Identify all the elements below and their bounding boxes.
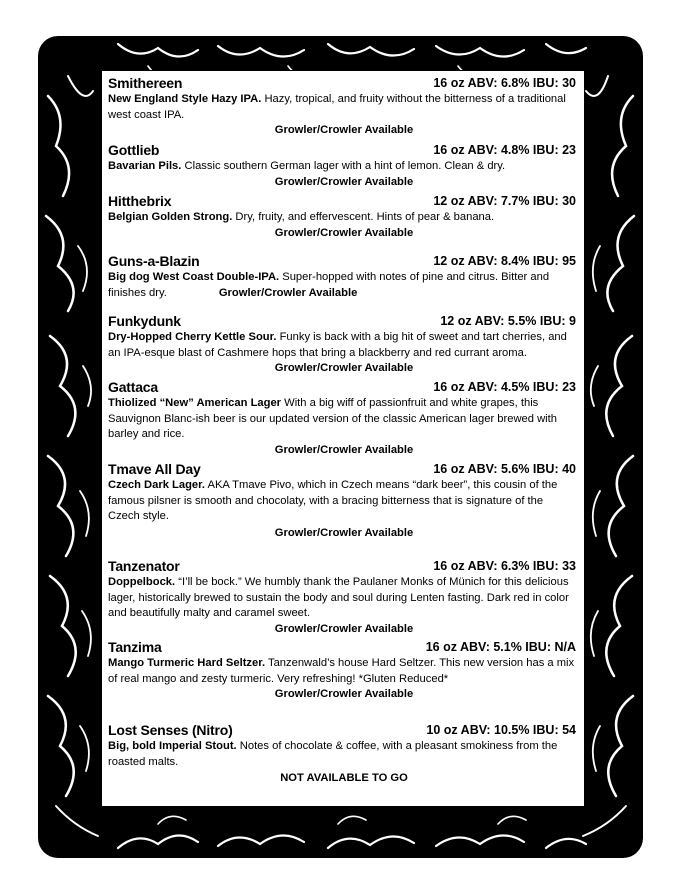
beer-entry	[108, 558, 580, 637]
availability-note: Growler/Crowler Available	[274, 124, 414, 137]
beer-specs: 12 oz ABV: 7.7% IBU: 30	[433, 194, 576, 208]
beer-specs: 16 oz ABV: 6.3% IBU: 33	[433, 559, 576, 573]
beer-style: Big dog West Coast Double-IPA.	[108, 271, 280, 283]
beer-name: Hitthebrix	[108, 193, 172, 209]
beer-name: Tmave All Day	[108, 461, 201, 477]
beer-specs: 16 oz ABV: 5.1% IBU: N/A	[425, 640, 576, 654]
beer-specs: 16 oz ABV: 4.8% IBU: 23	[433, 143, 576, 157]
beer-notes: Classic southern German lager with a hint of lemon. Clean & dry.	[181, 160, 506, 172]
beer-description	[108, 92, 580, 123]
beer-specs: 12 oz ABV: 8.4% IBU: 95	[433, 254, 576, 268]
beer-description	[108, 739, 580, 770]
availability-note: Growler/Crowler Available	[274, 688, 414, 701]
beer-description	[108, 656, 580, 687]
beer-style: Bavarian Pils.	[108, 160, 182, 172]
beer-entry	[108, 639, 580, 703]
beer-notes: Dry, fruity, and effervescent. Hints of pear & banana.	[232, 211, 495, 223]
beer-name: Tanzenator	[108, 558, 180, 574]
beer-style: Doppelbock.	[108, 576, 176, 588]
beer-description	[108, 159, 580, 175]
beer-notes: Hazy, tropical, and fruity without the bitterness of a traditional west coast IPA.	[108, 93, 566, 121]
beer-notes: AKA Tmave Pivo, which in Czech means “dark beer”, this cousin of the famous pilsner is smooth and chocolaty, with a bracing bitterness that is signature of the Czech style.	[108, 479, 558, 523]
beer-style: Big, bold Imperial Stout.	[108, 740, 237, 752]
beer-notes: “I’ll be bock.” We humbly thank the Paulaner Monks of Münich for this delicious lager, historically brewed to sustain the body and soul during Lenten fasting. Dark red in color and beautifully malty and caramel sweet.	[108, 576, 569, 620]
beer-description	[108, 396, 580, 443]
beer-notes: Super-hopped with notes of pine and citrus. Bitter and finishes dry.	[108, 271, 550, 299]
beer-style: New England Style Hazy IPA.	[108, 93, 262, 105]
beer-entry	[108, 253, 580, 301]
beer-description	[108, 270, 580, 301]
availability-note: Growler/Crowler Available	[274, 443, 414, 456]
beer-notes: With a big wiff of passionfruit and white grapes, this Sauvignon Blanc-ish beer is our updated version of the classic American lager brewed with barley and rice.	[108, 397, 557, 441]
beer-name: Funkydunk	[108, 313, 181, 329]
beer-description	[108, 575, 580, 622]
beer-entry	[108, 379, 580, 458]
beer-specs: 16 oz ABV: 5.6% IBU: 40	[433, 462, 576, 476]
beer-description	[108, 330, 580, 361]
beer-entry	[108, 193, 580, 241]
availability-note: Growler/Crowler Available	[274, 526, 414, 539]
beer-style: Mango Turmeric Hard Seltzer.	[108, 657, 266, 669]
beer-notes: Funky is back with a big hit of sweet and tart cherries, and an IPA-esque blast of Cashmere hops that bring a blackberry and red currant aroma.	[108, 331, 567, 359]
beer-name: Tanzima	[108, 639, 162, 655]
beer-style: Thiolized “New” American Lager	[108, 397, 282, 409]
availability-note: Growler/Crowler Available	[274, 175, 414, 188]
availability-note: Growler/Crowler Available	[274, 226, 414, 239]
beer-style: Dry-Hopped Cherry Kettle Sour.	[108, 331, 277, 343]
beer-name: Gattaca	[108, 379, 158, 395]
beer-specs: 10 oz ABV: 10.5% IBU: 54	[426, 723, 576, 737]
beer-entry	[108, 75, 580, 139]
beer-name: Guns-a-Blazin	[108, 253, 200, 269]
beer-style: Belgian Golden Strong.	[108, 211, 233, 223]
beer-description	[108, 210, 580, 226]
beer-notes: Notes of chocolate & coffee, with a pleasant smokiness from the roasted malts.	[108, 740, 558, 768]
availability-note: Growler/Crowler Available	[218, 286, 358, 299]
beer-menu-panel	[101, 70, 585, 807]
beer-name: Gottlieb	[108, 142, 160, 158]
beer-style: Czech Dark Lager.	[108, 479, 205, 491]
beer-name: Smithereen	[108, 75, 183, 91]
beer-entry	[108, 142, 580, 190]
beer-description	[108, 478, 580, 525]
beer-specs: 16 oz ABV: 6.8% IBU: 30	[433, 76, 576, 90]
beer-entry	[108, 461, 580, 541]
beer-entry	[108, 313, 580, 377]
availability-note: NOT AVAILABLE TO GO	[280, 772, 408, 785]
beer-specs: 12 oz ABV: 5.5% IBU: 9	[440, 314, 576, 328]
beer-name: Lost Senses (Nitro)	[108, 722, 233, 738]
beer-notes: Tanzenwald’s house Hard Seltzer. This new version has a mix of real mango and zesty turmeric. Very refreshing! *Gluten Reduced*	[108, 657, 575, 685]
beer-specs: 16 oz ABV: 4.5% IBU: 23	[433, 380, 576, 394]
availability-note: Growler/Crowler Available	[274, 362, 414, 375]
availability-note: Growler/Crowler Available	[274, 622, 414, 635]
beer-entry	[108, 722, 580, 787]
